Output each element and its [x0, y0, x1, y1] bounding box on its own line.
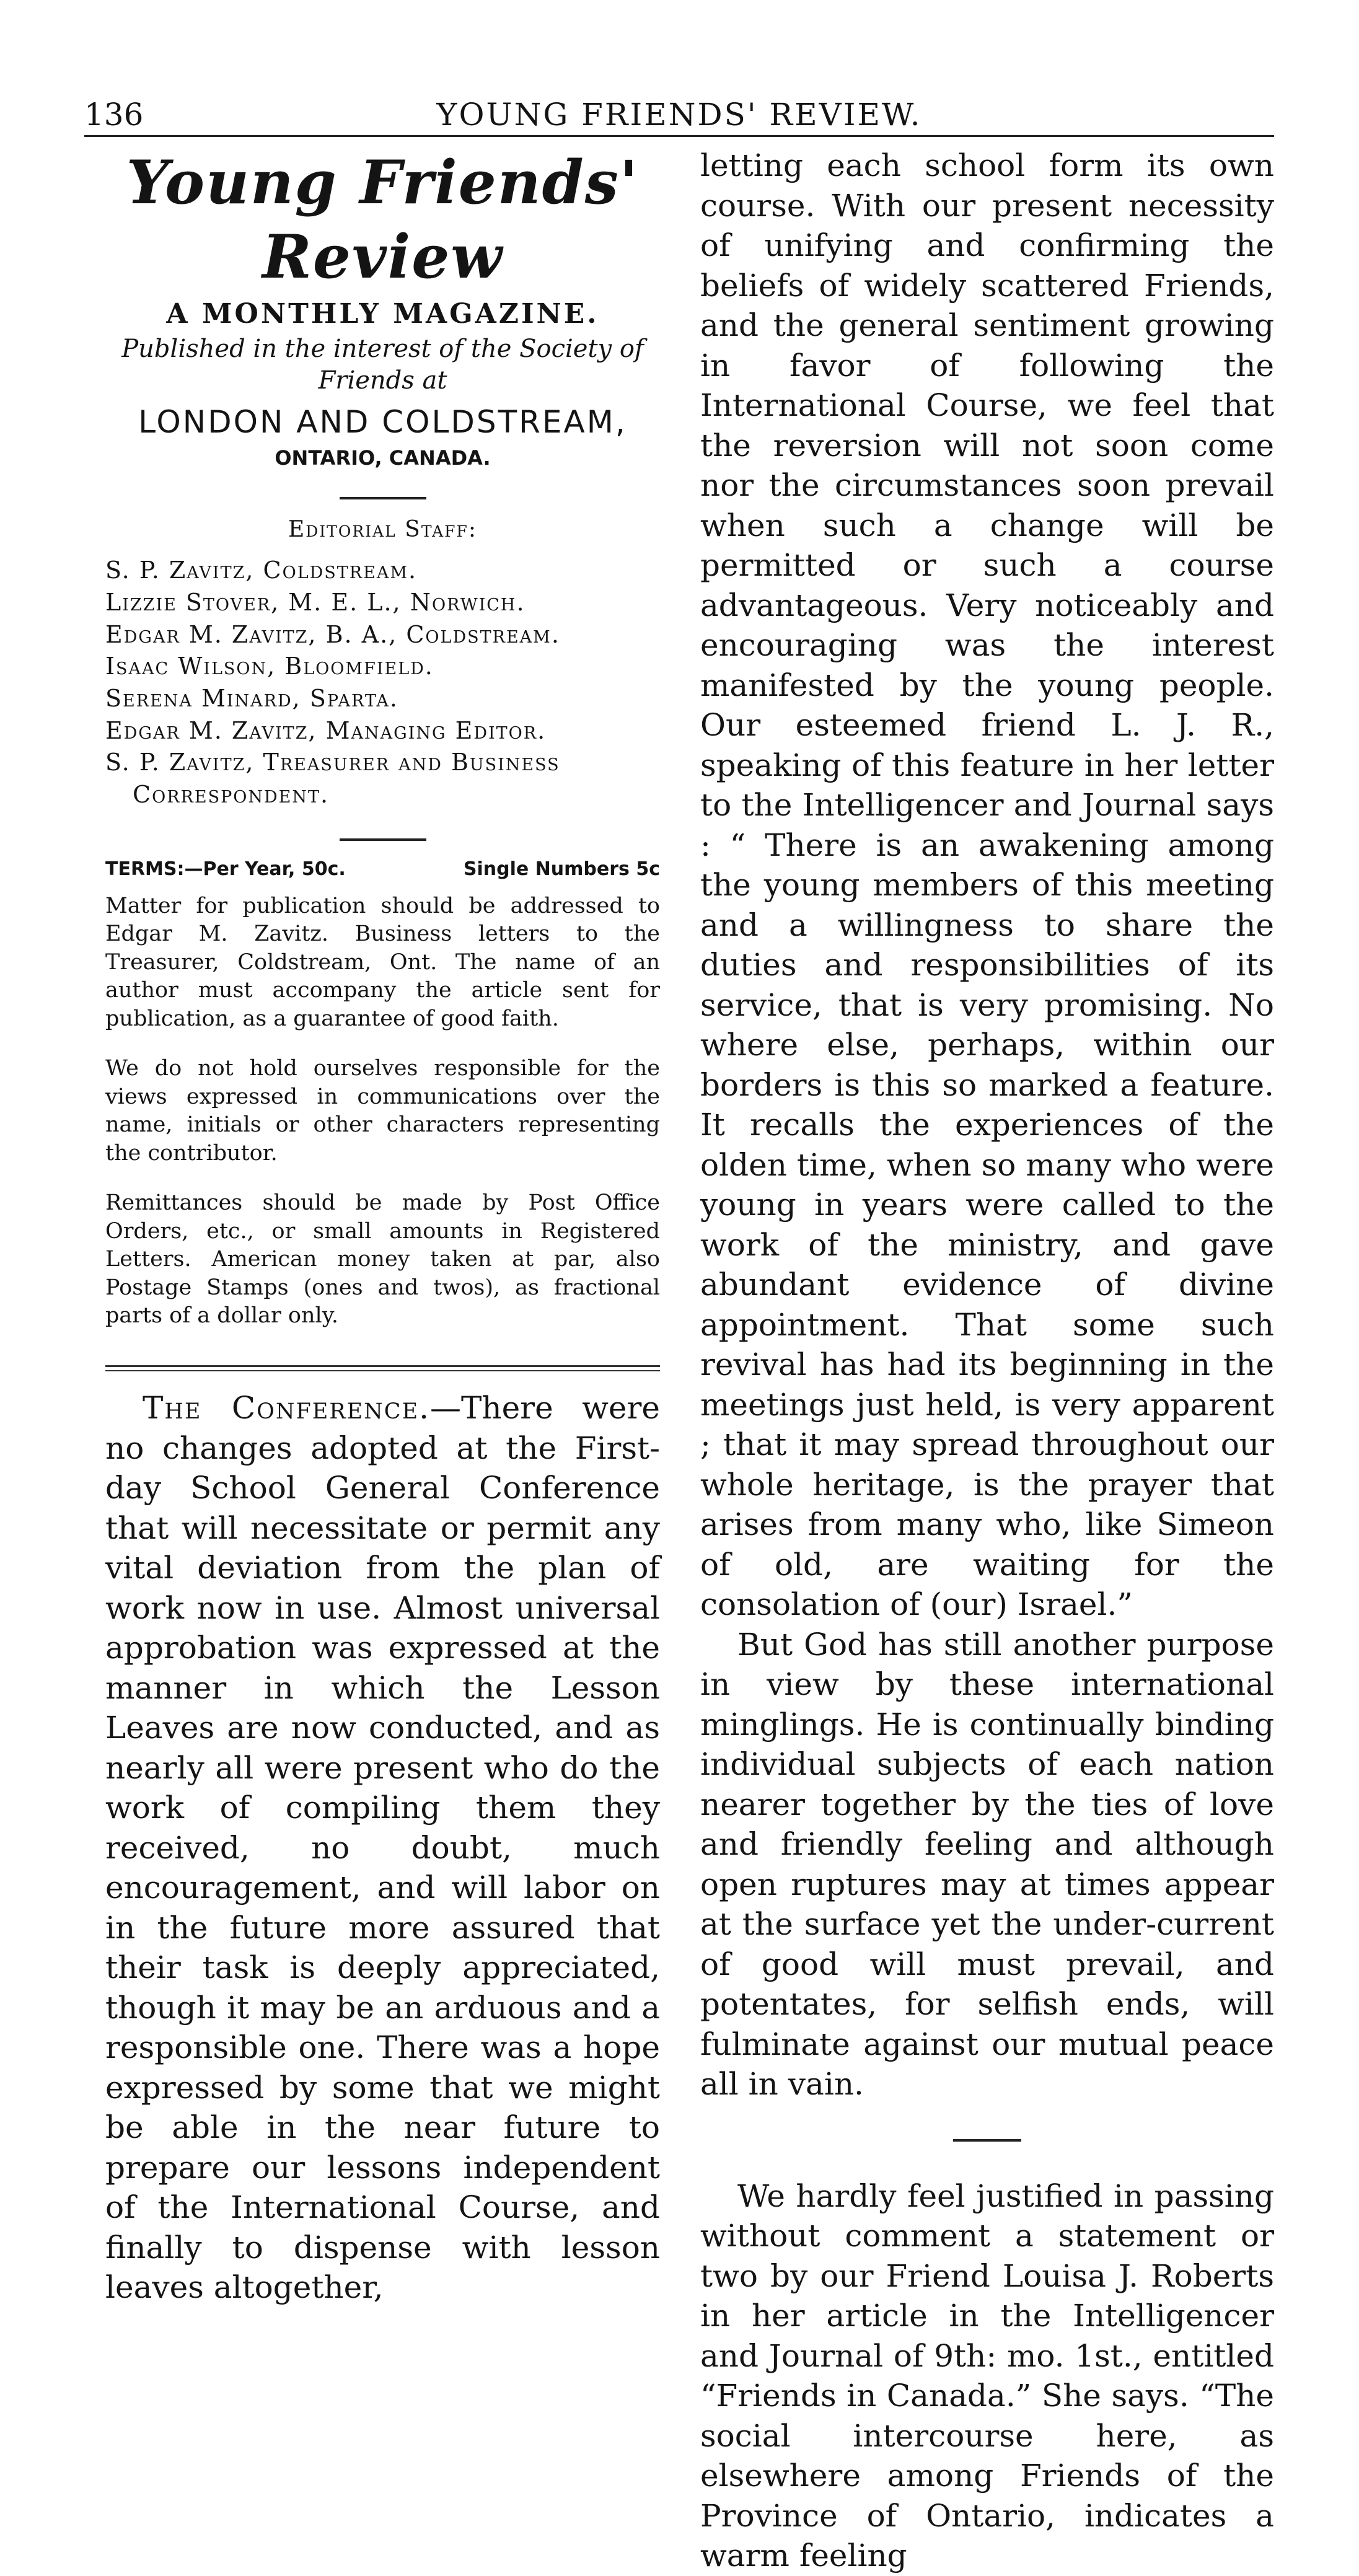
notice-publication: Matter for publication should be addressed to Edgar M. Zavitz. Business letters to the Treasurer, Coldstream, Ont. The name of an author must accompany the article sent for publication, as a guarantee of good faith.: [105, 893, 660, 1031]
staff-entry: Correspondent.: [133, 781, 330, 809]
staff-entry: Edgar M. Zavitz, B. A., Coldstream.: [105, 620, 560, 648]
masthead-region: ONTARIO, CANADA.: [275, 446, 491, 470]
staff-entry: Isaac Wilson, Bloomfield.: [105, 653, 434, 680]
running-title: YOUNG FRIENDS' REVIEW.: [436, 97, 922, 133]
divider-rule: [953, 2139, 1021, 2142]
double-rule: [105, 1365, 660, 1371]
article-opening-paragraph: [105, 1388, 660, 2308]
divider-rule: [340, 497, 426, 499]
staff-entry: Serena Minard, Sparta.: [105, 685, 398, 713]
article-paragraph: letting each school form its own course. With our present necessity of unifying and confirming the beliefs of widely scattered Friends, and the general sentiment growing in favor of following the International Course, we feel that the reversion will not soon come nor the circumstances soon prevail when such a change will be permitted or such a course advantageous. Very noticeably and encouraging was the interest manifested by the young people. Our esteemed friend L. J. R., speaking of this feature in her letter to the Intelligencer and Journal says : “ There is an awakening among the young members of this meeting and a willingness to share the duties and responsibilities of its service, that is very promising. No where else, perhaps, within our borders is this so marked a feature. It recalls the experiences of the olden time, when so many who were young in years were called to the work of the ministry, and gave abundant evidence of divine appointment. That some such revival has had its beginning in the meetings just held, is very apparent ; that it may spread throughout our whole heritage, is the prayer that arises from many who, like Simeon of old, are waiting for the consolation of (our) Israel.”: [700, 147, 1274, 1622]
masthead-subtitle: A MONTHLY MAGAZINE.: [166, 298, 599, 330]
notice-remittances: Remittances should be made by Post Office Orders, etc., or small amounts in Registered Letters. American money taken at par, also Postage Stamps (ones and twos), as fractional parts of a dollar only.: [105, 1190, 660, 1329]
staff-entry: Lizzie Stover, M. E. L., Norwich.: [105, 589, 526, 617]
page-number: 136: [84, 97, 144, 133]
staff-list: [105, 555, 660, 811]
terms-line: [105, 858, 660, 880]
running-header: [84, 93, 1274, 138]
article-heading: The Conference.: [143, 1390, 431, 1426]
masthead-title: Young Friends' Review: [126, 147, 640, 292]
notice-responsibility: We do not hold ourselves responsible for the views expressed in communications over the name, initials or other characters representing the contributor.: [105, 1056, 660, 1166]
article-left-column: [105, 1388, 660, 2308]
article-right-column: [700, 146, 1274, 2576]
masthead-place: LONDON AND COLDSTREAM,: [138, 404, 627, 441]
article-paragraph: We hardly feel justified in passing without comment a statement or two by our Friend Louisa J. Roberts in her article in the Intelligencer and Journal of 9th: mo. 1st., entitled “Friends in Canada.” She says. “The social intercourse here, as elsewhere among Friends of the Province of Ontario, indicates a warm feeling: [700, 2178, 1274, 2574]
staff-entry: Edgar M. Zavitz, Managing Editor.: [105, 716, 547, 744]
masthead-published-line: Published in the interest of the Society of Friends at: [121, 335, 644, 395]
header-rule: [84, 135, 1274, 137]
staff-heading: Editorial Staff:: [288, 517, 477, 543]
terms-per-year: TERMS:—Per Year, 50c.: [105, 858, 346, 880]
staff-entry: S. P. Zavitz, Coldstream.: [105, 556, 418, 584]
masthead: [105, 146, 660, 1371]
staff-entry: S. P. Zavitz, Treasurer and Business: [105, 749, 560, 776]
divider-rule: [340, 838, 426, 841]
article-paragraph: But God has still another purpose in view by these international minglings. He is continually binding individual subjects of each nation nearer together by the ties of love and friendly feeling and although open ruptures may at times appear at the surface yet the under-current of good will must prevail, and potentates, for selfish ends, will fulminate against our mutual peace all in vain.: [700, 1626, 1274, 2102]
article-left-text: —There were no changes adopted at the First-day School General Conference that will necessitate or permit any vital deviation from the plan of work now in use. Almost universal approbation was expressed at the manner in which the Lesson Leaves are now conducted, and as nearly all were present who do the work of compiling them they received, no doubt, much encouragement, and will labor on in the future more assured that their task is deeply appreciated, though it may be an arduous and a responsible one. There was a hope expressed by some that we might be able in the near future to prepare our lessons independent of the International Course, and finally to dispense with lesson leaves altogether,: [105, 1390, 660, 2305]
terms-single-numbers: Single Numbers 5c: [463, 858, 660, 880]
